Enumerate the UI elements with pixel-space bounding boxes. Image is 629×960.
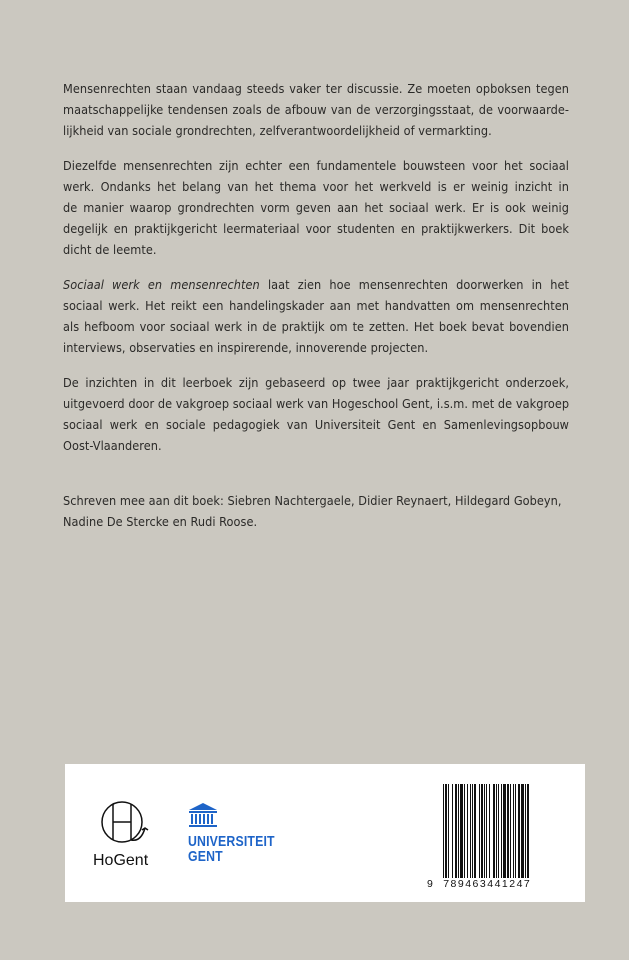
barcode-bar — [493, 784, 495, 880]
text-line: degelijk en praktijkgericht leermateriaal voor studenten en praktijkwerkers. Dit boek — [63, 221, 569, 236]
ugent-line-1: UNIVERSITEIT — [188, 833, 275, 850]
barcode-bar — [481, 784, 483, 880]
barcode-bar — [445, 784, 447, 880]
barcode-bar — [518, 784, 520, 880]
text-line: Schreven mee aan dit boek: Siebren Nachtergaele, Didier Reynaert, Hildegard Gobeyn, — [63, 493, 562, 508]
barcode-bar — [452, 784, 453, 880]
ugent-line-2: GENT — [188, 848, 223, 865]
paragraph-3 — [63, 274, 569, 358]
back-cover-text — [63, 78, 569, 546]
barcode-bar — [489, 784, 490, 880]
barcode-bar — [470, 784, 471, 880]
logo-barcode-panel — [65, 764, 585, 902]
barcode-bar — [507, 784, 509, 880]
barcode-bar — [513, 784, 514, 880]
text-line: werk. Ondanks het belang van het thema voor het werkveld is er weinig inzicht in — [63, 179, 569, 194]
text-line: dicht de leemte. — [63, 242, 157, 257]
text-line: Oost-Vlaanderen. — [63, 438, 162, 453]
barcode-bar — [510, 784, 511, 880]
ugent-label — [188, 834, 275, 864]
ugent-building-icon — [188, 802, 218, 830]
barcode-bar — [525, 784, 526, 880]
paragraph-2 — [63, 155, 569, 260]
barcode-bar — [467, 784, 468, 880]
text-line: De inzichten in dit leerboek zijn gebaseerd op twee jaar praktijkgericht onderzoek, — [63, 375, 569, 390]
hogent-label: HoGent — [93, 852, 149, 869]
barcode-bar — [460, 784, 463, 880]
barcode-bar — [455, 784, 457, 880]
text-line: Mensenrechten staan vandaag steeds vaker ter discussie. Ze moeten opboksen tegen — [63, 81, 569, 96]
text-line: als hefboom voor sociaal werk in de praktijk om te zetten. Het boek bevat bovendien — [63, 319, 569, 334]
isbn-number — [427, 878, 531, 890]
text-line: Diezelfde mensenrechten zijn echter een fundamentele bouwsteen voor het sociaal — [63, 158, 569, 173]
barcode-bar — [498, 784, 499, 880]
text-line: de manier waarop grondrechten vorm geven aan het sociaal werk. Er is ook weinig — [63, 200, 569, 215]
isbn-group-1: 789463 — [443, 878, 488, 890]
paragraph-4 — [63, 372, 569, 456]
text-line: sociaal werk en sociale pedagogiek van Universiteit Gent en Samenlevingsopbouw — [63, 417, 569, 432]
barcode-bar — [503, 784, 506, 880]
barcode-bar — [472, 784, 473, 880]
barcode-bar — [486, 784, 487, 880]
barcode-bar — [496, 784, 497, 880]
barcode-bar — [501, 784, 502, 880]
barcode-bar — [448, 784, 449, 880]
text-fragment: laat zien hoe mensenrechten doorwerken in het — [259, 277, 570, 292]
text-line: lijkheid van sociale grondrechten, zelfverantwoordelijkheid of vermarkting. — [63, 123, 492, 138]
text-line — [63, 274, 569, 295]
text-line: uitgevoerd door de vakgroep sociaal werk van Hogeschool Gent, i.s.m. met de vakgroep — [63, 396, 570, 411]
barcode-bar — [474, 784, 476, 880]
text-line: maatschappelijke tendensen zoals de afbouw van de verzorgingsstaat, de voorwaarde- — [63, 102, 569, 117]
text-line: interviews, observaties en inspirerende, innoverende projecten. — [63, 340, 429, 355]
barcode-bar — [458, 784, 459, 880]
credits — [63, 490, 569, 532]
barcode-bar — [527, 784, 529, 880]
barcode-bar — [464, 784, 465, 880]
isbn-barcode — [443, 784, 566, 880]
barcode-bar — [484, 784, 485, 880]
text-line: Nadine De Stercke en Rudi Roose. — [63, 514, 258, 529]
book-title: Sociaal werk en mensenrechten — [63, 277, 260, 292]
isbn-lead-digit: 9 — [427, 878, 435, 890]
barcode-bar — [443, 784, 444, 880]
barcode-bar — [479, 784, 480, 880]
isbn-group-2: 441247 — [487, 878, 532, 890]
paragraph-1 — [63, 78, 569, 141]
barcode-bar — [521, 784, 524, 880]
barcode-bar — [515, 784, 516, 880]
text-line: sociaal werk. Het reikt een handelingskader aan met handvatten om mensenrechten — [63, 298, 569, 313]
